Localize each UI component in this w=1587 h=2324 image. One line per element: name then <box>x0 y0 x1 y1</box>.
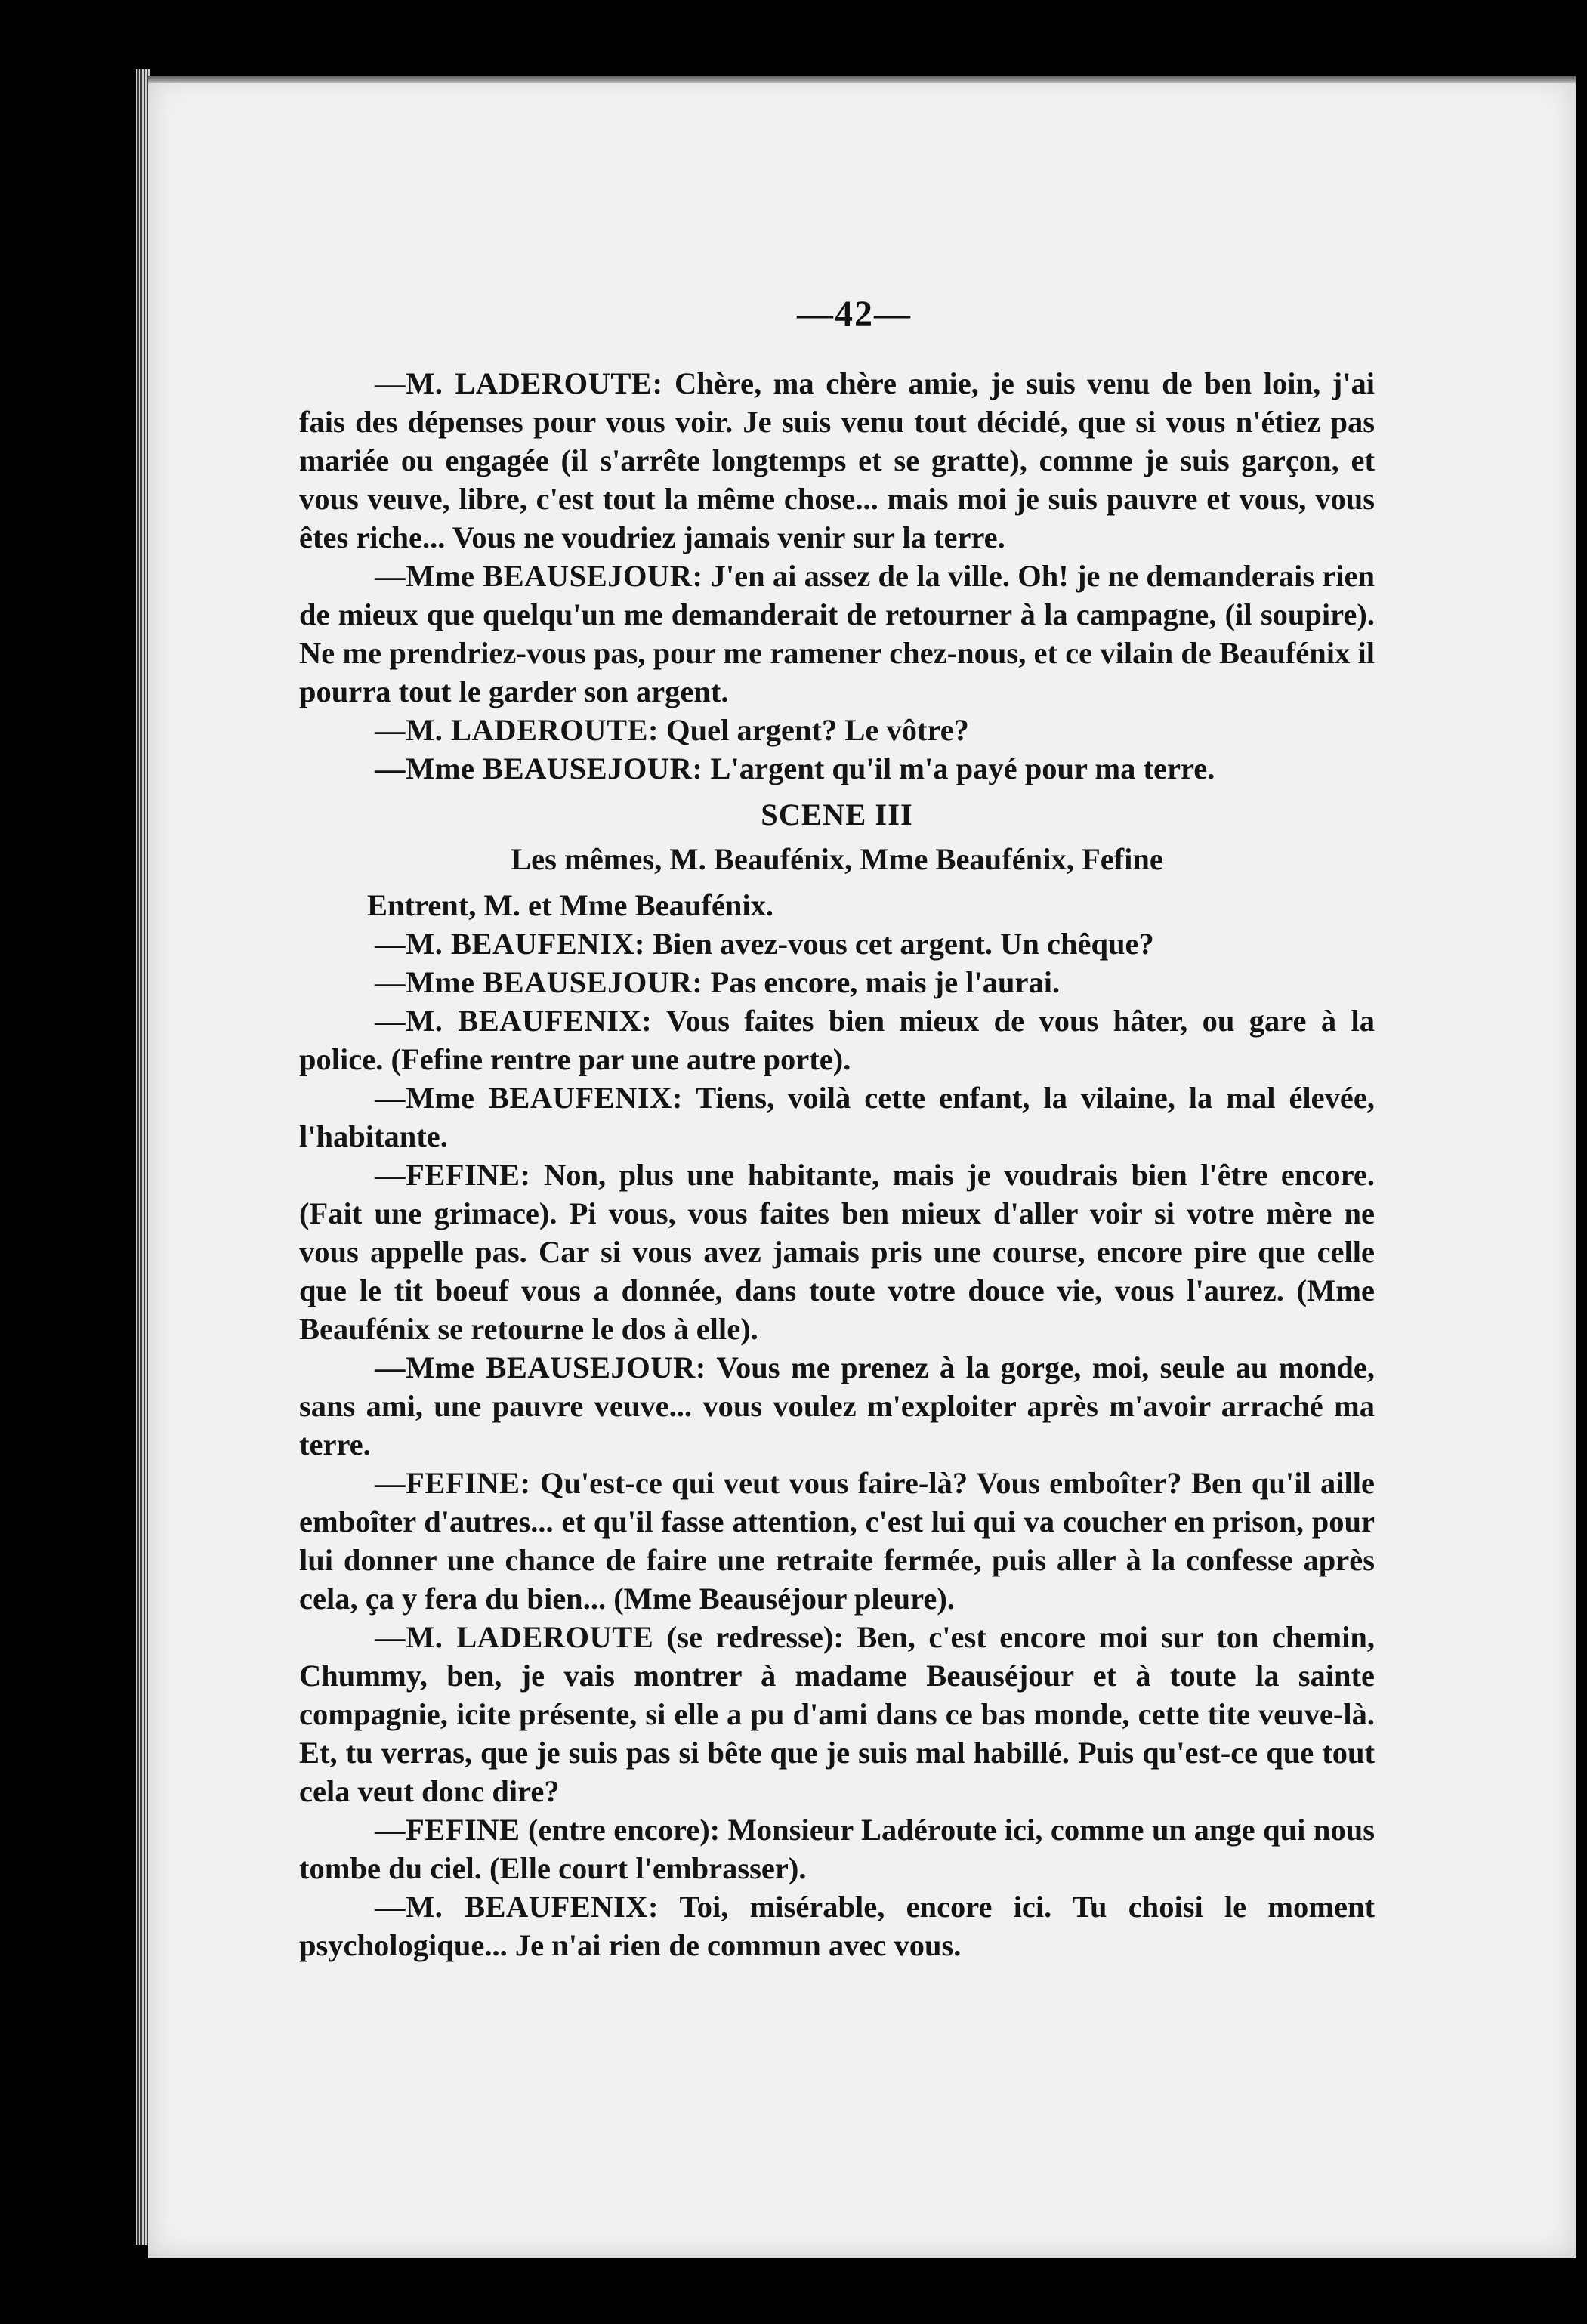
dialogue-line: Vous faites bien mieux de vous hâter, ou gare à la police. (Fefine rentre par une autre porte). <box>299 1004 1376 1076</box>
speaker: —M. BEAUFENIX: <box>375 1890 659 1924</box>
dialogue-line: (se redresse): Ben, c'est encore moi sur ton chemin, Chummy, ben, je vais montrer à madame Beauséjour et à toute la sainte compagnie, icite présente, si elle a pu d'ami dans ce bas monde, cette tite veuve-là. Et, tu verras, que je suis pas si bête que je suis mal habillé. Puis qu'est-ce que tout cela veut donc dire? <box>299 1620 1375 1808</box>
dialogue-line: (entre encore): Monsieur Ladéroute ici, comme un ange qui nous tombe du ciel. (Elle court l'embrasser). <box>299 1813 1375 1885</box>
page-top-edge <box>148 76 1576 83</box>
dialogue-line: Chère, ma chère amie, je suis venu de ben loin, j'ai fais des dépenses pour vous voir. Je suis venu tout décidé, que si vous n'étiez pas mariée ou engagée (il s'arrête longtemps et se gratte), comme je suis garçon, et vous veuve, libre, c'est tout la même chose... mais moi je suis pauvre et vous, vous êtes riche... Vous ne voudriez jamais venir sur la terre. <box>299 366 1375 554</box>
dialogue-line: Qu'est-ce qui veut vous faire-là? Vous emboîter? Ben qu'il aille emboîter d'autres... et qu'il fasse attention, c'est lui qui va coucher en prison, pour lui donner une chance de faire une retraite fermée, puis aller à la confesse après cela, ça y fera du bien... (Mme Beauséjour pleure). <box>299 1466 1375 1616</box>
dialogue-paragraph <box>299 924 1375 963</box>
dialogue-paragraph <box>299 557 1375 711</box>
speaker: —Mme BEAUSEJOUR: <box>375 1350 706 1384</box>
dialogue-line: J'en ai assez de la ville. Oh! je ne demanderais rien de mieux que quelqu'un me demanderait de retourner à la campagne, (il soupire). Ne me prendriez-vous pas, pour me ramener chez-nous, et ce vilain de Beaufénix il pourra tout le garder son argent. <box>299 559 1376 708</box>
speaker: —Mme BEAUSEJOUR: <box>375 559 703 593</box>
speaker: —Mme BEAUSEJOUR: <box>375 752 703 785</box>
dialogue-line: Vous me prenez à la gorge, moi, seule au monde, sans ami, une pauvre veuve... vous voulez m'exploiter après m'avoir arraché ma terre. <box>299 1350 1375 1461</box>
dialogue-line: Pas encore, mais je l'aurai. <box>702 965 1061 999</box>
speaker: —M. LADEROUTE <box>375 1620 654 1654</box>
dialogue-paragraph <box>299 963 1375 1002</box>
speaker: —FEFINE: <box>375 1466 531 1500</box>
page-number: —42— <box>797 294 912 334</box>
dialogue-paragraph <box>299 1810 1375 1887</box>
stage-direction: Entrent, M. et Mme Beaufénix. <box>367 888 774 922</box>
scene-title: SCENE III <box>761 798 913 832</box>
speaker: —M. BEAUFENIX: <box>375 1004 653 1038</box>
dialogue-paragraph <box>299 1079 1375 1156</box>
speaker: —M. LADEROUTE: <box>375 713 659 747</box>
dialogue-line: Toi, misérable, encore ici. Tu choisi le moment psychologique... Je n'ai rien de commun avec vous. <box>299 1890 1375 1962</box>
dialogue-paragraph <box>299 1156 1375 1348</box>
speaker: —FEFINE <box>375 1813 520 1847</box>
dialogue-line: Non, plus une habitante, mais je voudrais bien l'être encore. (Fait une grimace). Pi vous, vous faites ben mieux d'aller voir si votre mère ne vous appelle pas. Car si vous avez jamais pris une course, encore pire que celle que le tit boeuf vous a donnée, dans toute votre douce vie, vous l'aurez. (Mme Beaufénix se retourne le dos à elle). <box>299 1158 1375 1346</box>
dialogue-line: L'argent qu'il m'a payé pour ma terre. <box>702 752 1215 785</box>
dialogue-paragraph <box>299 1887 1375 1964</box>
speaker: —M. BEAUFENIX: <box>375 927 645 961</box>
dialogue-paragraph <box>299 364 1375 557</box>
speaker: —M. LADEROUTE: <box>375 366 663 400</box>
dialogue-line: Tiens, voilà cette enfant, la vilaine, la mal élevée, l'habitante. <box>299 1081 1375 1153</box>
play-text <box>299 364 1375 1964</box>
dialogue-paragraph <box>299 1002 1375 1079</box>
dialogue-paragraph <box>299 711 1375 749</box>
dialogue-paragraph <box>299 1464 1375 1618</box>
dialogue-paragraph <box>299 1618 1375 1810</box>
dialogue-paragraph <box>299 1348 1375 1464</box>
dialogue-paragraph <box>299 749 1375 788</box>
speaker: —FEFINE: <box>375 1158 531 1192</box>
speaker: —Mme BEAUFENIX: <box>375 1081 683 1115</box>
dialogue-line: Quel argent? Le vôtre? <box>659 713 969 747</box>
dialogue-line: Bien avez-vous cet argent. Un chêque? <box>645 927 1154 961</box>
speaker: —Mme BEAUSEJOUR: <box>375 965 703 999</box>
scene-cast: Les mêmes, M. Beaufénix, Mme Beaufénix, Fefine <box>511 842 1163 876</box>
